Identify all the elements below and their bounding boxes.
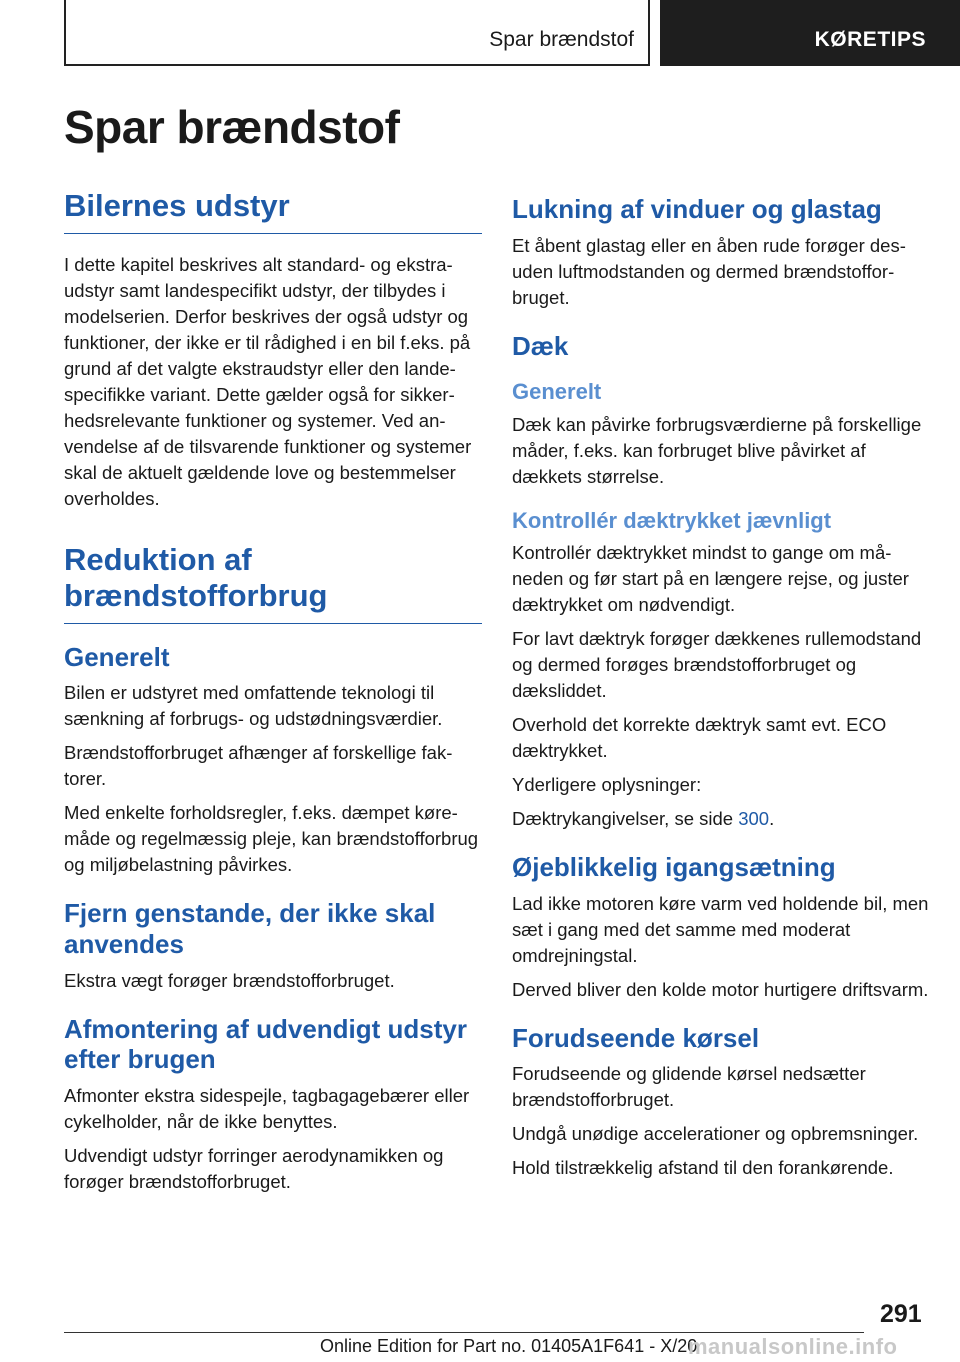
heading-general: Generelt <box>64 641 170 672</box>
page-number: 291 <box>880 1300 922 1328</box>
heading-tyres-general: Generelt <box>512 379 602 405</box>
footer-edition: Online Edition for Part no. 01405A1F641 - X/20 <box>320 1336 698 1356</box>
right-column <box>512 188 930 1189</box>
heading-remove-exterior: Afmontering af udvendigt udstyr efter brugen <box>64 1013 467 1075</box>
heading-start-off: Øjeblikkelig igangsætning <box>512 852 836 883</box>
header-chapter-title: Spar brændstof <box>489 28 634 51</box>
header-chapter-box <box>64 0 650 66</box>
paragraph-pressure-4: Yderligere oplysninger: <box>512 774 702 796</box>
heading-fuel-reduction: Reduktion af brændstofforbrug <box>64 542 482 624</box>
paragraph-general-1: Bilen er udstyret med omfattende teknologi til sænkning af forbrugs- og udstødningsværdier. <box>64 682 443 730</box>
heading-remove-items: Fjern genstande, der ikke skal anvendes <box>64 898 436 960</box>
page-reference-link[interactable]: 300 <box>738 808 770 830</box>
paragraph-pressure-5 <box>512 806 930 832</box>
page-title: Spar brændstof <box>64 101 400 153</box>
pressure-ref-suffix: . <box>769 808 775 830</box>
footer-divider <box>64 1332 864 1333</box>
pressure-ref-text: Dæktrykangivelser, se side <box>512 808 739 830</box>
paragraph-remove-exterior-2: Udvendigt udstyr forringer aerodynamikken og forøger brændstofforbruget. <box>64 1145 444 1193</box>
paragraph-pressure-3: Overhold det korrekte dæktryk samt evt. ECO dæktrykket. <box>512 714 887 762</box>
watermark-logo: manualsonline.info <box>688 1334 898 1359</box>
paragraph-windows: Et åbent glastag eller en åben rude forøger desuden luftmodstanden og dermed brændstofforbruget. <box>512 234 906 308</box>
paragraph-anticipation-1: Forudseende og glidende kørsel nedsætter brændstofforbruget. <box>512 1063 866 1111</box>
paragraph-equipment: I dette kapitel beskrives alt standard- og ekstraudstyr samt landespecifikt udstyr, der tilbydes i modelserien. Derfor beskrives der også udstyr og funktioner, der ikke er til rådighed i en bil f.eks. på grund af det valgte ekstraudstyr eller den landespecifikke variant. Dette gælder også for sikkerhedsrelevante funktioner og systemer. Ved anvendelse af de tilsvarende funktioner og systemer skal de aktuelt gældende love og bestemmelser overholdes. <box>64 253 472 509</box>
paragraph-start-off-1: Lad ikke motoren køre varm ved holdende bil, men sæt i gang med det samme med moderat omdrejningstal. <box>512 892 929 966</box>
paragraph-start-off-2: Derved bliver den kolde motor hurtigere driftsvarm. <box>512 978 929 1000</box>
paragraph-anticipation-3: Hold tilstrækkelig afstand til den forankørende. <box>512 1157 894 1179</box>
heading-windows: Lukning af vinduer og glastag <box>512 194 882 224</box>
paragraph-tyres-general: Dæk kan påvirke forbrugsværdierne på forskellige måder, f.eks. kan forbruget blive påvirket af dækkets størrelse. <box>512 413 922 487</box>
heading-anticipation: Forudseende kørsel <box>512 1022 760 1053</box>
header-section-label: KØRETIPS <box>814 28 926 51</box>
heading-vehicle-equipment: Bilernes udstyr <box>64 188 482 234</box>
paragraph-general-2: Brændstofforbruget afhænger af forskellige faktorer. <box>64 742 453 790</box>
left-column <box>64 188 482 1203</box>
paragraph-anticipation-2: Undgå unødige accelerationer og opbremsninger. <box>512 1123 919 1145</box>
paragraph-remove-exterior-1: Afmonter ekstra sidespejle, tagbagagebærer eller cykelholder, når de ikke benyttes. <box>64 1085 470 1133</box>
header-section-box <box>660 0 960 66</box>
heading-tyres: Dæk <box>512 330 569 361</box>
paragraph-pressure-1: Kontrollér dæktrykket mindst to gange om måneden og før start på en længere rejse, og juster dæktrykket om nødvendigt. <box>512 542 909 616</box>
paragraph-general-3: Med enkelte forholdsregler, f.eks. dæmpet køremåde og regelmæssig pleje, kan brændstofforbrug og miljøbelastning påvirkes. <box>64 802 479 876</box>
paragraph-pressure-2: For lavt dæktryk forøger dækkenes rullemodstand og dermed forøges brændstofforbruget og dæksliddet. <box>512 628 922 702</box>
heading-tyre-pressure: Kontrollér dæktrykket jævnligt <box>512 507 832 533</box>
page-header <box>0 0 960 66</box>
paragraph-remove-items: Ekstra vægt forøger brændstofforbruget. <box>64 969 395 991</box>
